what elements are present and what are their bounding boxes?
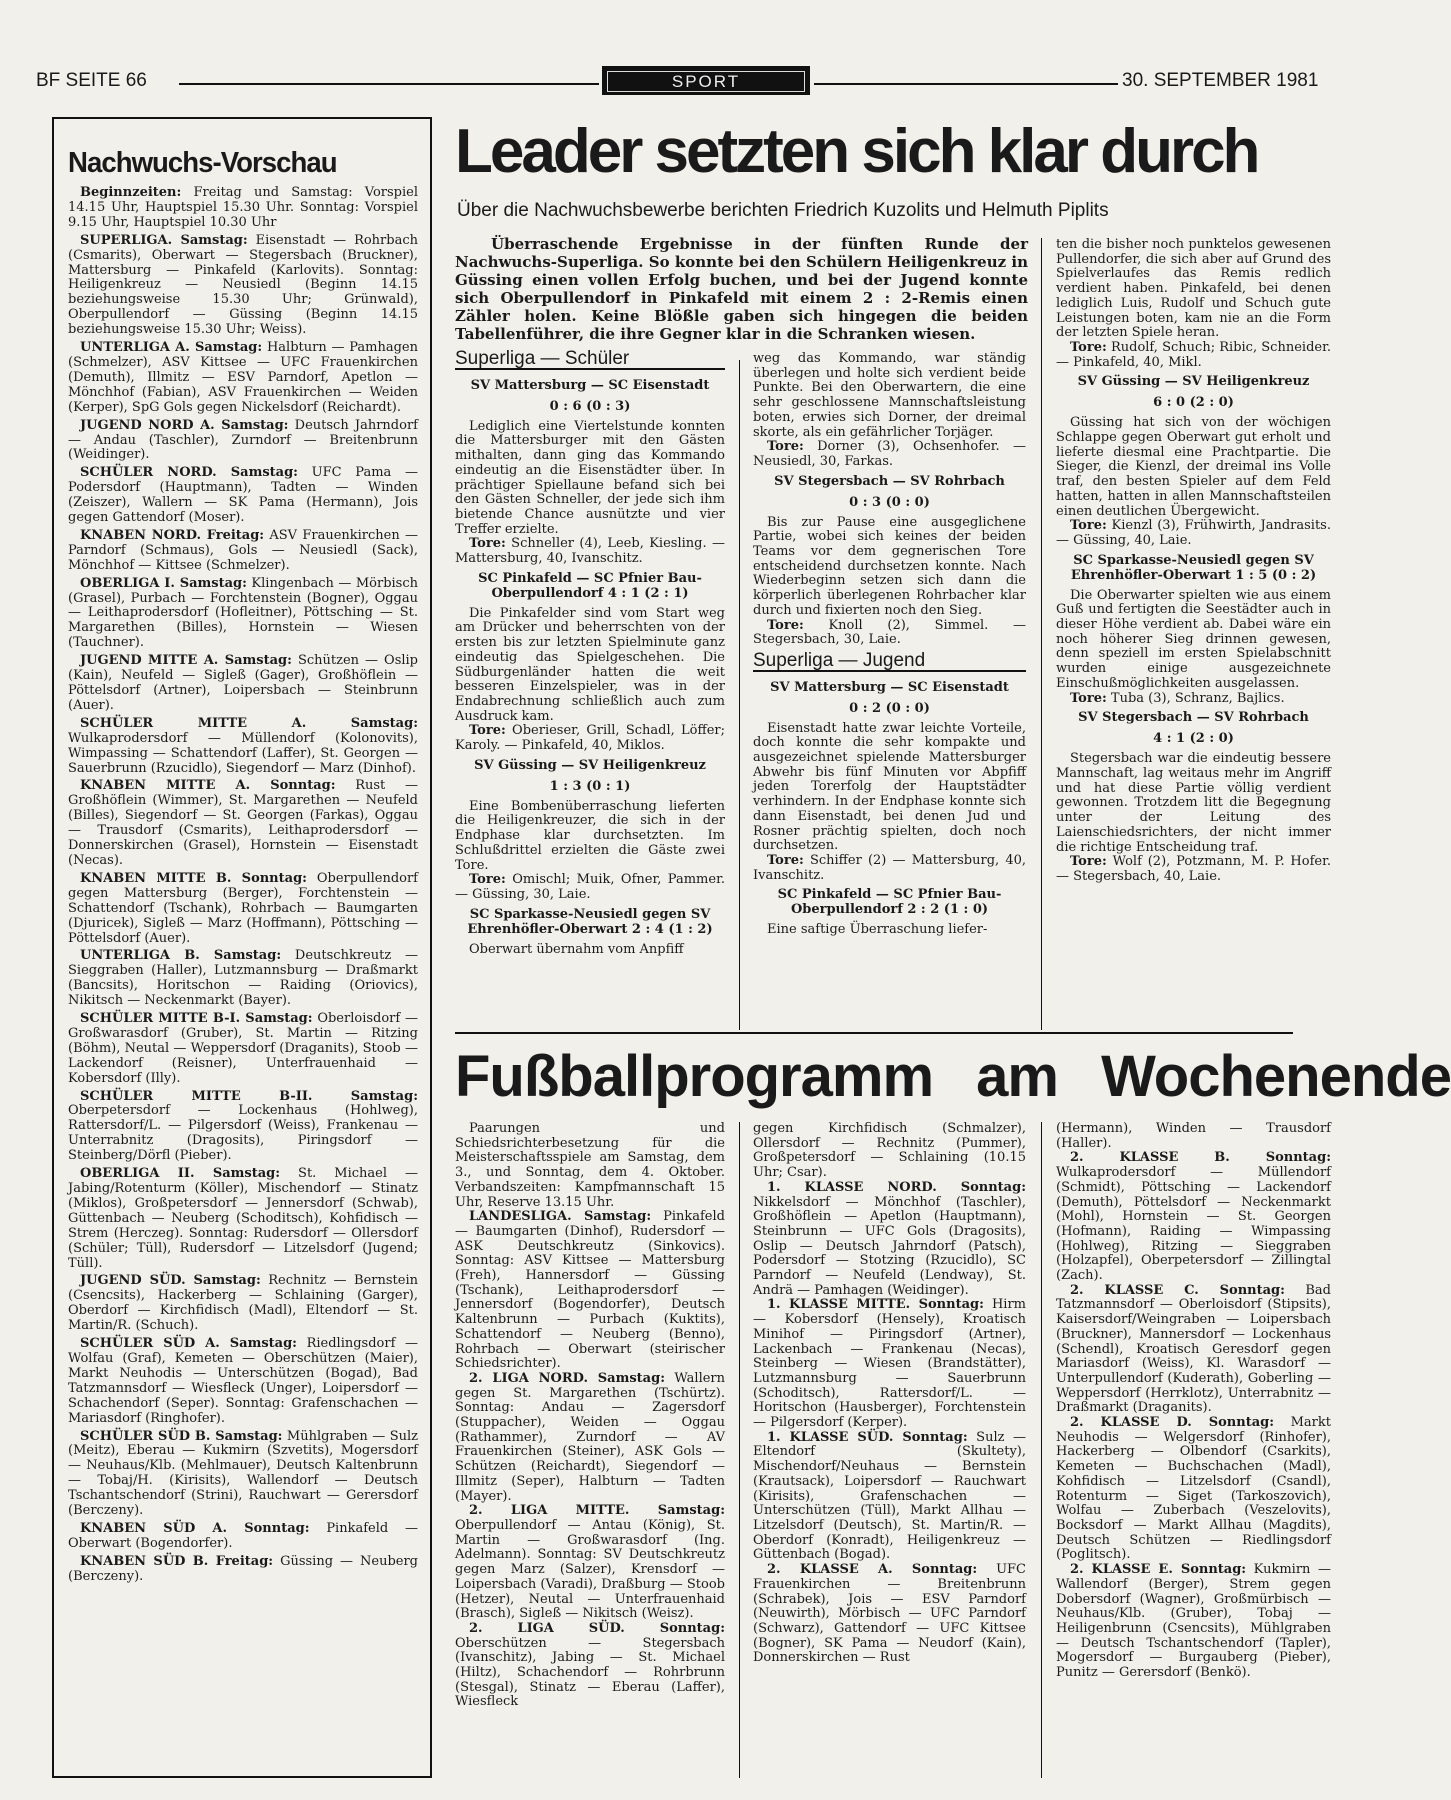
column-rule — [739, 1122, 740, 1778]
issue-date: 30. SEPTEMBER 1981 — [1122, 70, 1319, 91]
paragraph — [1056, 855, 1331, 884]
paragraph-text: Oberwart übernahm vom Anpfiff — [469, 941, 684, 957]
paragraph-text: Stegersbach war die eindeutig bessere Mannschaft, lag weitaus mehr im Angriff und hat diese Partie völlig verdient gewonnen. Trotzdem litt die Begegnung unter der Leitung des Laienschiedsrichters, der nicht immer die richtige Entscheidung traf. — [1056, 751, 1331, 855]
paragraph-text: Hirm — Kobersdorf (Hensely), Kroatisch Minihof — Piringsdorf (Artner), Lackenbach — Frankenau (Necas), Steinberg — Wiesen (Brandstätter), Lutzmannsburg — Sauerbrunn (Schoditsch), Rattersdorf/L. — Horitschon (Hausberger), Forchtenstein — Pilgersdorf (Kerper). — [753, 1297, 1026, 1431]
match-heading: SV Mattersburg — SC Eisenstadt — [470, 377, 710, 393]
article2-col3 — [1056, 1122, 1331, 1681]
fixture-paragraph — [68, 949, 418, 1009]
match-heading: 0 : 3 (0 : 0) — [849, 494, 930, 510]
paragraph — [455, 943, 725, 958]
fixture-text: Deutschkreutz — Sieggraben (Haller), Lutzmannsburg — Draßmarkt (Bancsits), Horitschon — Raiding (Oriovics), Nikitsch — Neckenmarkt (Bayer). — [68, 948, 418, 1009]
paragraph-text: Kienzl (3), Frühwirth, Jandrasits. — Güssing, 40, Laie. — [1056, 518, 1331, 548]
paragraph-text: Markt Neuhodis — Welgersdorf (Rinhofer), Hackerberg — Olbendorf (Csarkits), Kemeten — Buchschachen (Madl), Kohfidisch — Litzelsdorf (Csandl), Rotenturm — Siget (Tarkoszovich), Wolfau — Zuberbach (Veszelovits), Bocksdorf — Markt Allhau (Magdits), Deutsch Schützen — Riedlingsdorf (Poglitsch). — [1056, 1415, 1331, 1563]
section-badge — [602, 66, 810, 95]
fixture-league: SCHÜLER SÜD A. Samstag: — [80, 1336, 297, 1352]
fixture-paragraph — [68, 186, 418, 231]
paragraph — [1056, 238, 1331, 341]
paragraph-text: Sulz — Eltendorf (Skultety), Mischendorf/Neuhaus — Bernstein (Krautsack), Loipersdorf — Rauchwart (Kirisits), Grafenschachen — Unterschützen (Tüll), Markt Allhau — Litzelsdorf (Deutsch), St. Martin/R. — Oberdorf (Konradt), Heiligenkreuz — Güttenbach (Bogad). — [753, 1429, 1026, 1563]
paragraph-lead: Tore: — [469, 536, 506, 552]
fixture-text: Schützen — Oslip (Kain), Neufeld — Sigleß (Gager), Großhöflein — Pöttelsdorf (Artner), Loipersbach — Steinbrunn (Auer). — [68, 653, 418, 713]
paragraph-text: Rudolf, Schuch; Ribic, Schneider. — Pinkafeld, 40, Mikl. — [1056, 339, 1331, 370]
match-heading: 4 : 1 (2 : 0) — [1153, 731, 1234, 747]
article-divider — [455, 1032, 1293, 1034]
fixture-text: Oberpetersdorf — Lockenhaus (Hohlweg), Rattersdorf/L. — Pilgersdorf (Weiss), Frankenau — Unterrabnitz (Dragosits), Piringsdorf — Steinberg/Dörfl (Pieber). — [68, 1103, 418, 1164]
column-rule — [739, 360, 740, 1030]
sidebar-title: Nachwuchs-Vorschau — [68, 147, 337, 179]
page-label: BF SEITE 66 — [36, 70, 147, 91]
paragraph-lead: 2. KLASSE E. Sonntag: — [1070, 1562, 1247, 1578]
paragraph-lead: Tore: — [469, 872, 506, 888]
match-heading: SC Pinkafeld — SC Pfnier Bau-Oberpullendorf 2 : 2 (1 : 0) — [777, 887, 1002, 918]
paragraph-text: Oberpullendorf — Antau (König), St. Martin — Großwarasdorf (Ing. Adelmann). Sonntag: SV Deutschkreutz gegen Marz (Salzer), Krensdorf — Loipersbach (Varadi), Draßburg — Stoob (Hetzer), Neutal — Unterfrauenhaid (Brasch), Sigleß — Nikitsch (Weisz). — [455, 1517, 725, 1622]
fixture-text: Freitag und Samstag: Vorspiel 14.15 Uhr, Hauptspiel 15.30 Uhr. Sonntag: Vorspiel 9.15 Uhr, Hauptspiel 10.30 Uhr — [68, 185, 418, 230]
paragraph-lead: Tore: — [767, 852, 804, 868]
paragraph-text: Wallern gegen St. Margarethen (Tschürtz). Sonntag: Andau — Zagersdorf (Stuppacher), Weiden — Oggau (Rathammer), Zurndorf — AV Frauenkirchen (Steiner), ASK Gols — Schützen (Reichardt), Siegendorf — Illmitz (Seper), Halbturn — Tadten (Mayer). — [455, 1370, 726, 1504]
fixture-league: SCHÜLER MITTE B-II. Samstag: — [80, 1088, 418, 1104]
fixture-text: UFC Pama — Podersdorf (Hauptmann), Tadten — Winden (Zeiszer), Wallern — SK Pama (Hermann), Jois gegen Gattendorf (Moser). — [68, 465, 419, 526]
fixture-league: JUGEND MITTE A. Samstag: — [80, 653, 292, 669]
match-heading: 0 : 6 (0 : 3) — [549, 398, 631, 414]
paragraph-lead: LANDESLIGA. Samstag: — [469, 1209, 652, 1225]
paragraph-text: Schneller (4), Leeb, Kiesling. — Mattersburg, 40, Ivanschitz. — [455, 536, 725, 567]
fixture-league: JUGEND SÜD. Samstag: — [80, 1273, 261, 1289]
paragraph-text: Knoll (2), Simmel. — Stegersbach, 30, Laie. — [753, 617, 1026, 648]
header-rule-right — [814, 83, 1118, 85]
paragraph-lead: 2. KLASSE B. Sonntag: — [1070, 1150, 1331, 1166]
fixture-league: KNABEN MITTE A. Sonntag: — [80, 778, 336, 794]
paragraph-lead: 2. LIGA SÜD. Sonntag: — [469, 1620, 725, 1636]
paragraph-lead: Tore: — [1070, 690, 1107, 706]
paragraph — [753, 1563, 1026, 1666]
paragraph — [455, 1622, 725, 1710]
paragraph-lead: Tore: — [469, 723, 506, 739]
paragraph — [1056, 519, 1331, 548]
fixture-league: Beginnzeiten: — [80, 185, 182, 200]
page-header — [36, 66, 1319, 96]
fixture-paragraph — [68, 419, 418, 464]
paragraph-text: ten die bisher noch punktelos gewesenen Pullendorfer, die sich aber auf Grund des Spielverlaufes das Remis redlich verdient haben. Pinkafeld, bei denen lediglich Luis, Rudolf und Schuch gute Leistungen boten, kam nie an die Form der letzten Spiele heran. — [1056, 237, 1331, 341]
fixture-paragraph — [68, 1555, 418, 1585]
paragraph — [1056, 416, 1331, 519]
paragraph-text: Tuba (3), Schranz, Bajlics. — [1106, 690, 1285, 706]
fixture-text: Rust — Großhöflein (Wimmer), St. Margarethen — Neufeld (Billes), Siegendorf — St. Georgen (Farkas), Oggau — Trausdorf (Csmarits), Leithaprodersdorf — Donnerskirchen (Grasel), Hornstein — Eisenstadt (Necas). — [68, 778, 418, 868]
fixture-paragraph — [68, 1337, 418, 1426]
match-heading: 0 : 2 (0 : 0) — [849, 700, 930, 716]
paragraph-text: gegen Kirchfidisch (Schmalzer), Ollersdorf — Rechnitz (Pummer), Großpetersdorf — Schlaining (10.15 Uhr; Csar). — [753, 1121, 1026, 1181]
paragraph-text: Schiffer (2) — Mattersburg, 40, Ivanschitz. — [753, 852, 1026, 883]
paragraph-text: Eisenstadt hatte zwar leichte Vorteile, doch konnte die sehr kompakte und ausgezeichnet spielende Mattersburger Abwehr bis fünf Minuten vor Abpfiff jeden Torerfolg der Hauptstädter verhindern. In der Endphase konnte sich dann Eisenstadt, bei denen Jud und Rosner prächtig spielten, doch noch durchsetzen. — [753, 720, 1026, 854]
match-heading: SC Pinkafeld — SC Pfnier Bau-Oberpullendorf 4 : 1 (2 : 1) — [478, 570, 702, 601]
paragraph — [1056, 341, 1331, 370]
paragraph-text: Kukmirn — Wallendorf (Berger), Strem gegen Dobersdorf (Wagner), Großmürbisch — Neuhaus/Klb. (Gruber), Tobaj — Heiligenbrunn (Csencsits), Mühlgraben — Deutsch Tschantschendorf (Tapler), Mogersdorf — Burgauberg (Pieber), Punitz — Gerersdorf (Benkö). — [1056, 1562, 1331, 1681]
fixture-text: Riedlingsdorf — Wolfau (Graf), Kemeten — Oberschützen (Maier), Markt Neuhodis — Unterschützen (Bogad), Bad Tatzmannsdorf — Wiesfleck (Unger), Loipersdorf — Schachendorf (Seper). Sonntag: Grafenschachen — Mariasdorf (Ringhofer). — [68, 1336, 418, 1426]
paragraph-text: Güssing hat sich von der wöchigen Schlappe gegen Oberwart gut erholt und lieferte diesmal eine Prachtpartie. Die Sieger, die Kienzl, der dreimal ins Volle traf, den besten Spieler auf dem Feld hatten, hatten in allen Mannschaftsteilen einen deutlichen Übergewicht. — [1056, 415, 1331, 519]
fixture-league: KNABEN MITTE B. Sonntag: — [80, 870, 307, 886]
column-rule — [1041, 238, 1042, 1030]
paragraph-lead: Tore: — [767, 617, 804, 633]
header-rule-left — [179, 83, 599, 85]
section-heading-jugend: Superliga — Jugend — [753, 654, 1026, 672]
paragraph-text: Dorner (3), Ochsenhofer. — Neusiedl, 30, Farkas. — [753, 439, 1026, 469]
paragraph-lead: Tore: — [1070, 854, 1107, 870]
column-rule — [1041, 1122, 1042, 1778]
fixture-paragraph — [68, 1167, 418, 1271]
paragraph — [455, 607, 725, 725]
sidebar-body — [68, 186, 418, 1585]
paragraph — [455, 420, 725, 538]
paragraph — [1056, 589, 1331, 692]
fixture-league: UNTERLIGA B. Samstag: — [80, 948, 282, 964]
article1-headline: Leader setzten sich klar durch — [455, 117, 1258, 186]
paragraph — [753, 352, 1026, 440]
paragraph-text: Eine Bombenüberraschung lieferten die Heiligenkreuzer, die sich in der Endphase klar durchsetzten. Im Schlußdrittel erzielten die Gäste zwei Tore. — [455, 798, 725, 873]
paragraph — [455, 873, 725, 902]
article1-col3-clip — [1056, 237, 1331, 1028]
fixture-paragraph — [68, 234, 418, 338]
section-heading-schueler: Superliga — Schüler — [455, 352, 725, 370]
paragraph — [455, 1504, 725, 1622]
paragraph-lead: Tore: — [767, 439, 804, 455]
fixture-text: Oberloisdorf — Großwarasdorf (Gruber), St. Martin — Ritzing (Böhm), Neutal — Weppersdorf (Draganits), Stoob — Lackendorf (Reisner), Unterfrauenhaid — Kobersdorf (Illy). — [68, 1011, 419, 1086]
fixture-text: Halbturn — Pamhagen (Schmelzer), ASV Kittsee — UFC Frauenkirchen (Demuth), Illmitz — ESV Parndorf, Apetlon — Mönchhof (Fabian), ASV Frauenkirchen — Weiden (Kerper), SpG Gols gegen Nickelsdorf (Reichardt). — [68, 340, 418, 415]
paragraph-lead: 1. KLASSE SÜD. Sonntag: — [767, 1429, 968, 1445]
fixture-paragraph — [68, 654, 418, 714]
fixture-league: KNABEN NORD. Freitag: — [80, 527, 265, 543]
fixture-text: Güssing — Neuberg (Berczeny). — [68, 1553, 419, 1584]
fixture-league: UNTERLIGA A. Samstag: — [80, 340, 263, 356]
paragraph-text: Omischl; Muik, Ofner, Pammer. — Güssing, 30, Laie. — [455, 872, 725, 902]
paragraph — [753, 1181, 1026, 1299]
paragraph — [455, 800, 725, 874]
paragraph-text: weg das Kommando, war ständig überlegen und holte sich verdient beide Punkte. Bei den Oberwartern, die eine sehr geschlossene Mannschaftsleistung boten, erwies sich Dorner, der dreimal skorte, als ein gefährlicher Torjäger. — [753, 351, 1026, 440]
lead-paragraph: Überraschende Ergebnisse in der fünften Runde der Nachwuchs-Superliga. So konnte bei den Schülern Heiligenkreuz in Güssing einen vollen Erfolg buchen, und bei der Jugend konnte sich Oberpullendorf in Pinkafeld mit einem 2 : 2-Remis einen Zähler holen. Keine Blößle gaben sich hingegen die beiden Tabellenführer, die ihre Gegner klar in die Schranken wiesen. — [455, 235, 1028, 343]
paragraph-text: Wolf (2), Potzmann, M. P. Hofer. — Stegersbach, 40, Laie. — [1056, 854, 1331, 884]
fixture-paragraph — [68, 1274, 418, 1334]
match-heading: 1 : 3 (0 : 1) — [549, 778, 631, 794]
paragraph-text: Pinkafeld — Baumgarten (Dinhof), Rudersdorf — ASK Deutschkreutz (Sinkovics). Sonntag: ASV Kittsee — Mattersburg (Freh), Hannersdorf — Güssing (Tschank), Leithaprodersdorf — Jennersdorf (Bogendorfer), Deutsch Kaltenbrunn — Purbach (Kuktits), Schattendorf — Neuberg (Benno), Rohrbach — Oberwart (steirischer Schiedsrichter). — [455, 1209, 725, 1372]
paragraph — [455, 1372, 725, 1504]
paragraph — [753, 440, 1026, 469]
paragraph — [753, 722, 1026, 854]
fixture-paragraph — [68, 1090, 418, 1165]
paragraph — [1056, 1563, 1331, 1681]
fixture-text: Oberpullendorf gegen Mattersburg (Berger), Forchtenstein — Schattendorf (Tschank), Rohrbach — Baumgarten (Djuricek), Sigleß — Marz (Hoffmann), Pöttsching — Pöttelsdorf (Auer). — [68, 870, 418, 946]
paragraph — [753, 1122, 1026, 1181]
paragraph — [1056, 1284, 1331, 1416]
paragraph — [455, 724, 725, 753]
fixture-paragraph — [68, 872, 418, 947]
paragraph-text: Eine saftige Überraschung liefer- — [767, 922, 988, 938]
fixture-league: SCHÜLER NORD. Samstag: — [80, 465, 298, 481]
article2-col1 — [455, 1122, 725, 1710]
fixture-text: Mühlgraben — Sulz (Meitz), Eberau — Kukmirn (Szvetits), Mogersdorf — Neuhaus/Klb. (Mehlmauer), Deutsch Kaltenbrunn — Tobaj/H. (Kirisits), Wallendorf — Deutsch Tschantschendorf (Strini), Rauchwart — Gerersdorf (Berczeny). — [68, 1428, 418, 1519]
paragraph — [753, 1298, 1026, 1430]
fixture-paragraph — [68, 1430, 418, 1519]
fixture-paragraph — [68, 529, 418, 574]
section-label: SPORT — [607, 71, 805, 92]
match-heading: SV Stegersbach — SV Rohrbach — [774, 473, 1005, 489]
article1-col1 — [455, 348, 725, 957]
fixture-text: Klingenbach — Mörbisch (Grasel), Purbach — Forchtenstein (Bogner), Oggau — Leithaprodersdorf (Hofleitner), Pöttsching — St. Margarethen (Billes), Hornstein — Wiesen (Tauchner). — [68, 575, 418, 651]
fixture-paragraph — [68, 341, 418, 416]
paragraph — [753, 619, 1026, 648]
paragraph-lead: 1. KLASSE NORD. Sonntag: — [767, 1179, 1026, 1195]
fixture-text: ASV Frauenkirchen — Parndorf (Schmaus), Gols — Neusiedl (Sack), Mönchhof — Kittsee (Schmelzer). — [68, 527, 418, 573]
fixture-league: SCHÜLER MITTE B-I. Samstag: — [80, 1011, 313, 1027]
fixture-text: St. Michael — Jabing/Rotenturm (Köller), Mischendorf — Stinatz (Miklos), Großpetersdorf — Jennersdorf (Schwab), Güttenbach — Neuberg (Schoditsch), Kohfidisch — Strem (Herczeg). Sonntag: Rudersdorf — Ollersdorf (Schüler; Tüll), Rudersdorf — Litzelsdorf (Jugend; Tüll). — [68, 1166, 418, 1271]
article2-headline: Fußballprogramm am Wochenende — [455, 1044, 1451, 1109]
fixture-paragraph — [68, 466, 418, 526]
paragraph — [455, 537, 725, 566]
fixture-league: OBERLIGA I. Samstag: — [80, 575, 247, 591]
paragraph-lead: 2. LIGA MITTE. Samstag: — [469, 1503, 725, 1519]
match-heading: SV Güssing — SV Heiligenkreuz — [1077, 374, 1310, 390]
fixture-league: OBERLIGA II. Samstag: — [80, 1166, 281, 1182]
paragraph-text: Die Oberwarter spielten wie aus einem Guß und fertigten die Seestädter auch in dieser Höhe verdient ab. Dabei wäre ein noch höherer Sieg drinnen gewesen, denn speziell im ersten Spielabschnitt wurden einige ausgezeichnete Einschußmöglichkeiten ausgelassen. — [1056, 587, 1331, 691]
match-heading: SC Sparkasse-Neusiedl gegen SV Ehrenhöfler-Oberwart 1 : 5 (0 : 2) — [1070, 552, 1317, 583]
paragraph — [753, 854, 1026, 883]
article1-byline: Über die Nachwuchsbewerbe berichten Friedrich Kuzolits und Helmuth Piplits — [457, 200, 1109, 221]
fixture-league: SCHÜLER MITTE A. Samstag: — [80, 715, 418, 731]
fixture-text: Wulkaprodersdorf — Müllendorf (Kolonovits), Wimpassing — Schattendorf (Laffer), St. Georgen — Sauerbrunn (Rzucidlo), Siegendorf — Marz (Dinhof). — [68, 730, 418, 776]
paragraph-text: Oberschützen — Stegersbach (Ivanschitz), Jabing — St. Michael (Hiltz), Schachendorf — Rohrbrunn (Stesgal), Stinatz — Eberau (Laffer), Wiesfleck — [455, 1635, 725, 1710]
paragraph-lead: 1. KLASSE MITTE. Sonntag: — [767, 1297, 984, 1313]
paragraph — [1056, 692, 1331, 707]
paragraph — [753, 1431, 1026, 1563]
article2-col3-clip — [1056, 1121, 1332, 1778]
paragraph — [1056, 1416, 1331, 1563]
paragraph-text: Paarungen und Schiedsrichterbesetzung für die Meisterschaftsspiele am Samstag, dem 3., und Sonntag, dem 4. Oktober. Verbandszeiten: Kampfmannschaft 15 Uhr, Reserve 13.15 Uhr. — [455, 1121, 725, 1210]
paragraph-text: Lediglich eine Viertelstunde konnten die Mattersburger mit den Gästen mithalten, dann ging das Kommando eindeutig an die Eisenstädter über. In prächtiger Spiellaune befand sich bei den Gästen Schneller, der jede sich ihm bietende Chance ausnützte und vier Treffer erzielte. — [455, 418, 725, 537]
fixture-league: KNABEN SÜD A. Sonntag: — [80, 1520, 310, 1536]
match-heading: SV Mattersburg — SC Eisenstadt — [770, 679, 1009, 695]
match-heading: 6 : 0 (2 : 0) — [1153, 395, 1234, 411]
fixture-paragraph — [68, 1012, 418, 1087]
fixture-text: Deutsch Jahrndorf — Andau (Taschler), Zurndorf — Breitenbrunn (Weidinger). — [68, 417, 418, 463]
fixture-text: Pinkafeld — Oberwart (Bogendorfer). — [68, 1520, 419, 1551]
paragraph-lead: Tore: — [1070, 518, 1107, 534]
paragraph-text: Oberieser, Grill, Schadl, Löffer; Karoly. — Pinkafeld, 40, Miklos. — [455, 723, 725, 754]
fixture-text: Rechnitz — Bernstein (Csencsits), Hackerberg — Schlaining (Garger), Oberdorf — Kirchfidisch (Madl), Eltendorf — St. Martin/R. (Schuch). — [68, 1273, 418, 1334]
match-heading: SC Sparkasse-Neusiedl gegen SV Ehrenhöfler-Oberwart 2 : 4 (1 : 2) — [467, 906, 713, 937]
article2-col2 — [753, 1122, 1026, 1666]
fixture-league: SCHÜLER SÜD B. Samstag: — [80, 1428, 283, 1444]
paragraph-lead: Tore: — [1070, 339, 1107, 355]
article1-col2 — [753, 352, 1026, 938]
paragraph-lead: 2. KLASSE A. Sonntag: — [767, 1562, 978, 1578]
paragraph-text: Wulkaprodersdorf — Müllendorf (Schmidt), Pöttsching — Lackendorf (Demuth), Pöttelsdorf — Neckenmarkt (Mohl), Hornstein — St. Georgen (Hofmann), Raiding — Wimpassing (Hohlweg), Ritzing — Sieggraben (Holzapfel), Oberpetersdorf — Zillingtal (Zach). — [1056, 1165, 1331, 1284]
fixture-league: JUGEND NORD A. Samstag: — [80, 417, 289, 433]
fixture-paragraph — [68, 779, 418, 868]
fixture-league: KNABEN SÜD B. Freitag: — [80, 1553, 274, 1569]
fixture-paragraph — [68, 577, 418, 652]
paragraph — [1056, 1122, 1331, 1151]
paragraph-text: Bad Tatzmannsdorf — Oberloisdorf (Stipsits), Kaisersdorf/Weingraben — Loipersbach (Bruckner), Mannersdorf — Lockenhaus (Schendl), Kroatisch Geresdorf gegen Mariasdorf (Weiss), Kl. Warasdorf — Unterpullendorf (Kuderath), Goberling — Weppersdorf (Herrklotz), Unterrabnitz — Draßmarkt (Draganits). — [1056, 1282, 1332, 1416]
paragraph-text: Nikkelsdorf — Mönchhof (Taschler), Großhöflein — Apetlon (Hauptmann), Steinbrunn — UFC Gols (Dragosits), Oslip — Deutsch Jahrndorf (Patsch), Podersdorf — Stotzing (Rzucidlo), SC Parndorf — Neufeld (Lendway), St. Andrä — Pamhagen (Weidinger). — [753, 1194, 1026, 1298]
paragraph — [455, 1122, 725, 1210]
article1-lead — [455, 235, 1028, 343]
article1-col3 — [1056, 238, 1331, 885]
paragraph-text: Die Pinkafelder sind vom Start weg am Drücker und beherrschten von der ersten bis zur letzten Spielminute ganz eindeutig das Spielgeschehen. Die Südburgenländer hatten die weit besseren Einzelspieler, was in der Endabrechnung schließlich auch zum Ausdruck kam. — [455, 605, 725, 724]
paragraph-text: (Hermann), Winden — Trausdorf (Haller). — [1056, 1121, 1331, 1151]
fixture-paragraph — [68, 717, 418, 777]
paragraph — [1056, 1151, 1331, 1283]
fixture-league: SUPERLIGA. Samstag: — [80, 232, 248, 248]
match-heading: SV Güssing — SV Heiligenkreuz — [474, 757, 706, 773]
match-heading: SV Stegersbach — SV Rohrbach — [1078, 710, 1309, 726]
paragraph — [753, 923, 1026, 938]
paragraph — [753, 516, 1026, 619]
fixture-paragraph — [68, 1522, 418, 1552]
paragraph-lead: 2. KLASSE D. Sonntag: — [1070, 1415, 1275, 1431]
fixture-text: Eisenstadt — Rohrbach (Csmarits), Oberwart — Stegersbach (Bruckner), Mattersburg — Pinkafeld (Karlovits). Sonntag: Heiligenkreuz — Neusiedl (Beginn 14.15 beziehungsweise 15.30 Uhr; Grünwald), Oberpullendorf — Güssing (Beginn 14.15 beziehungsweise 15.30 Uhr; Weiss). — [68, 232, 418, 338]
nachwuchs-vorschau-box — [52, 117, 432, 1778]
paragraph-text: UFC Frauenkirchen — Breitenbrunn (Schrabek), Jois — ESV Parndorf (Neuwirth), Mörbisch — UFC Parndorf (Schwarz), Gattendorf — UFC Kittsee (Bogner), SK Pama — Neudorf (Kain), Donnerskirchen — Rust — [753, 1562, 1027, 1666]
paragraph — [455, 1210, 725, 1372]
paragraph-text: Bis zur Pause eine ausgeglichene Partie, wobei sich keines der beiden Teams vor dem gegnerischen Tore entscheidend durchsetzen konnte. Nach Wiederbeginn setzen sich dann die körperlich überlegenen Rohrbacher klar durch und fixierten noch den Sieg. — [753, 514, 1026, 618]
paragraph-lead: 2. LIGA NORD. Samstag: — [469, 1370, 665, 1386]
paragraph-lead: 2. KLASSE C. Sonntag: — [1070, 1282, 1285, 1298]
paragraph — [1056, 752, 1331, 855]
